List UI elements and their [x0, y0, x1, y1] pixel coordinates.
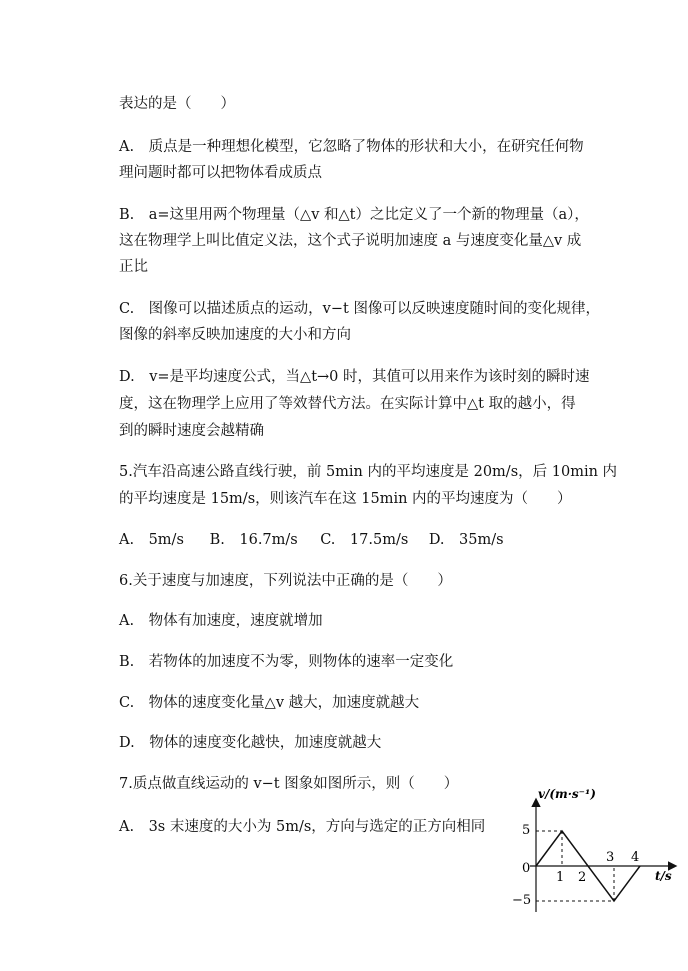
q5-option-c: C. 17.5m/s: [320, 532, 409, 548]
option-c-line1: C. 图像可以描述质点的运动，v−t 图像可以反映速度随时间的变化规律，: [119, 301, 600, 317]
question-5-line2: 的平均速度是 15m/s，则该汽车在这 15min 内的平均速度为（ ）: [119, 491, 572, 507]
option-d-line3: 到的瞬时速度会越精确: [119, 423, 264, 439]
option-a-line2: 理问题时都可以把物体看成质点: [119, 165, 322, 181]
option-b-line1: B. a=这里用两个物理量（△v 和△t）之比定义了一个新的物理量（a），: [119, 207, 589, 223]
question-7-stem: 7.质点做直线运动的 v−t 图象如图所示，则（ ）: [119, 776, 459, 792]
question-text-0: 表达的是（ ）: [119, 96, 235, 112]
option-d-line1: D. v=是平均速度公式，当△t→0 时，其值可以用来作为该时刻的瞬时速: [119, 369, 590, 385]
x-tick-2: 2: [578, 870, 587, 885]
option-b-line3: 正比: [119, 259, 148, 275]
y-tick-0: 0: [522, 861, 531, 876]
x-axis-label: t/s: [655, 869, 672, 883]
q5-option-b: B. 16.7m/s: [209, 532, 298, 548]
q6-option-d: D. 物体的速度变化越快，加速度就越大: [119, 735, 382, 751]
x-tick-3: 3: [606, 850, 615, 865]
option-b-line2: 这在物理学上叫比值定义法，这个式子说明加速度 a 与速度变化量△v 成: [119, 233, 582, 249]
y-axis-label: v/(m·s⁻¹): [538, 787, 596, 801]
x-tick-1: 1: [556, 870, 565, 885]
q6-option-b: B. 若物体的加速度不为零，则物体的速率一定变化: [119, 654, 454, 670]
q6-option-a: A. 物体有加速度，速度就增加: [119, 613, 323, 629]
option-a-line1: A. 质点是一种理想化模型，它忽略了物体的形状和大小，在研究任何物: [119, 139, 584, 155]
y-tick-5: 5: [522, 823, 531, 838]
question-6-stem: 6.关于速度与加速度，下列说法中正确的是（ ）: [119, 573, 452, 589]
question-5-options: [119, 530, 648, 550]
q5-option-a: A. 5m/s: [119, 532, 184, 548]
option-c-line2: 图像的斜率反映加速度的大小和方向: [119, 327, 351, 343]
x-tick-4: 4: [631, 850, 640, 865]
q7-option-a: A. 3s 末速度的大小为 5m/s，方向与选定的正方向相同: [119, 819, 486, 835]
q5-option-d: D. 35m/s: [428, 532, 504, 548]
question-5-line1: 5.汽车沿高速公路直线行驶，前 5min 内的平均速度是 20m/s，后 10min 内: [119, 464, 618, 480]
vt-graph: [510, 786, 682, 921]
y-tick-neg5: −5: [512, 893, 532, 908]
option-d-line2: 度，这在物理学上应用了等效替代方法。在实际计算中△t 取的越小，得: [119, 396, 576, 412]
q6-option-c: C. 物体的速度变化量△v 越大，加速度就越大: [119, 695, 420, 711]
